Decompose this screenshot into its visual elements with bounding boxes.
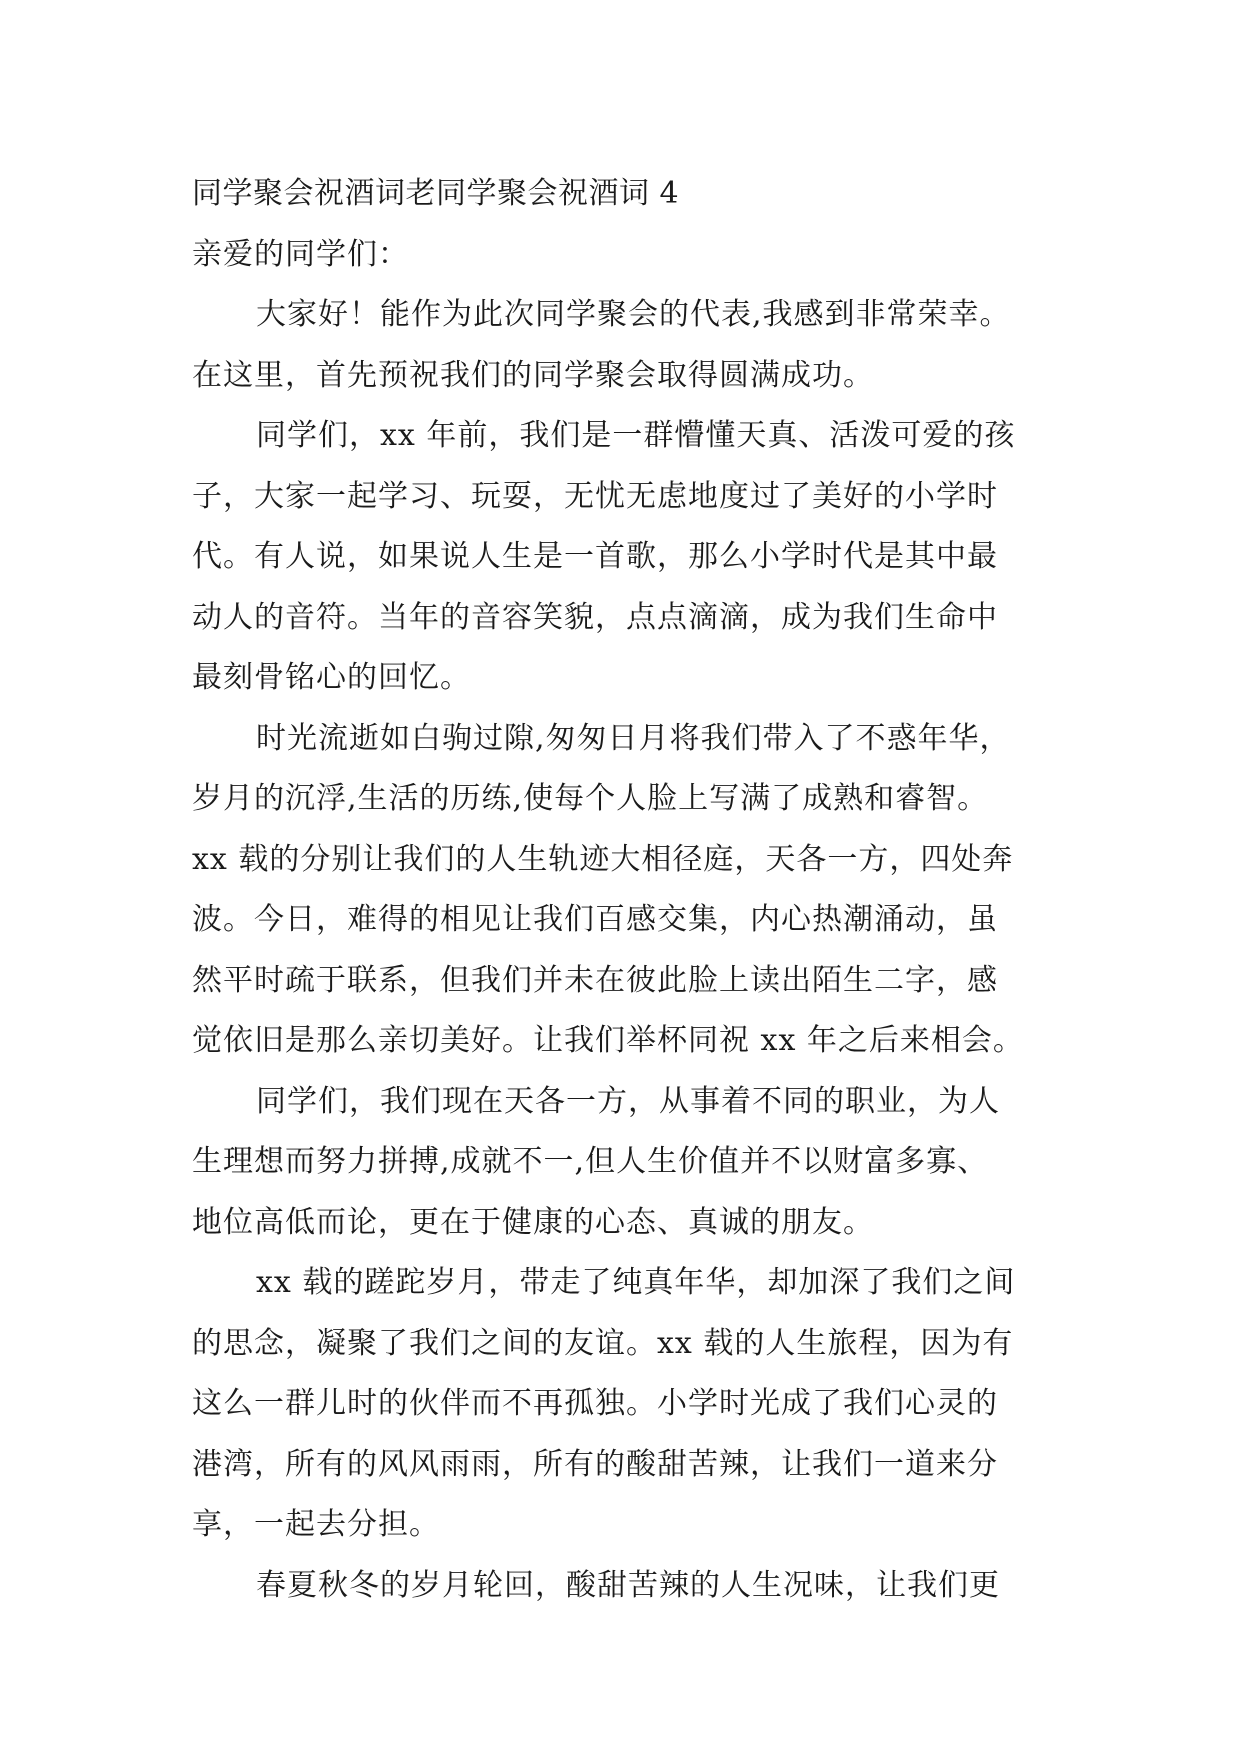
paragraph-line: 同学们，我们现在天各一方，从事着不同的职业，为人 bbox=[256, 1083, 1000, 1119]
paragraph-line: 享，一起去分担。 bbox=[192, 1507, 440, 1542]
document-title: 同学聚会祝酒词老同学聚会祝酒词 4 bbox=[192, 176, 680, 211]
paragraph-line: 时光流逝如白驹过隙,匆匆日月将我们带入了不惑年华， bbox=[256, 720, 1011, 756]
paragraph-line: 觉依旧是那么亲切美好。让我们举杯同祝 xx 年之后来相会。 bbox=[192, 1023, 1024, 1058]
paragraph-line: 生理想而努力拼搏,成就不一,但人生价值并不以财富多寡、 bbox=[192, 1144, 989, 1179]
paragraph-line: 地位高低而论，更在于健康的心态、真诚的朋友。 bbox=[192, 1204, 874, 1240]
paragraph-4 bbox=[192, 1072, 1092, 1254]
paragraph-line: 代。有人说，如果说人生是一首歌，那么小学时代是其中最 bbox=[192, 539, 998, 574]
paragraph-line: 大家好！能作为此次同学聚会的代表,我感到非常荣幸。 bbox=[256, 297, 1011, 332]
paragraph-line: 同学们，xx 年前，我们是一群懵懂天真、活泼可爱的孩 bbox=[256, 418, 1016, 453]
paragraph-line: xx 载的分别让我们的人生轨迹大相径庭，天各一方，四处奔 bbox=[192, 841, 1014, 877]
paragraph-1 bbox=[192, 285, 1092, 406]
paragraph-line: 波。今日，难得的相见让我们百感交集，内心热潮涌动，虽 bbox=[192, 902, 998, 937]
paragraph-5 bbox=[192, 1253, 1092, 1556]
paragraph-line: 的思念，凝聚了我们之间的友谊。xx 载的人生旅程，因为有 bbox=[192, 1325, 1014, 1361]
document-body bbox=[192, 164, 1092, 1616]
paragraph-line: 最刻骨铭心的回忆。 bbox=[192, 660, 471, 695]
paragraph-6 bbox=[192, 1556, 1092, 1617]
salutation: 亲爱的同学们： bbox=[192, 236, 409, 272]
paragraph-line: 春夏秋冬的岁月轮回，酸甜苦辣的人生况味，让我们更 bbox=[256, 1567, 1000, 1603]
paragraph-line: 港湾，所有的风风雨雨，所有的酸甜苦辣，让我们一道来分 bbox=[192, 1446, 998, 1482]
paragraph-line: 动人的音符。当年的音容笑貌，点点滴滴，成为我们生命中 bbox=[192, 599, 998, 635]
paragraph-line: xx 载的蹉跎岁月，带走了纯真年华，却加深了我们之间 bbox=[256, 1265, 1016, 1300]
paragraph-3 bbox=[192, 709, 1092, 1072]
paragraph-line: 岁月的沉浮,生活的历练,使每个人脸上写满了成熟和睿智。 bbox=[192, 781, 989, 816]
paragraph-line: 在这里，首先预祝我们的同学聚会取得圆满成功。 bbox=[192, 357, 874, 393]
paragraph-2 bbox=[192, 406, 1092, 709]
paragraph-line: 这么一群儿时的伙伴而不再孤独。小学时光成了我们心灵的 bbox=[192, 1386, 998, 1421]
paragraph-line: 然平时疏于联系，但我们并未在彼此脸上读出陌生二字，感 bbox=[192, 962, 998, 998]
paragraph-line: 子，大家一起学习、玩耍，无忧无虑地度过了美好的小学时 bbox=[192, 478, 998, 514]
